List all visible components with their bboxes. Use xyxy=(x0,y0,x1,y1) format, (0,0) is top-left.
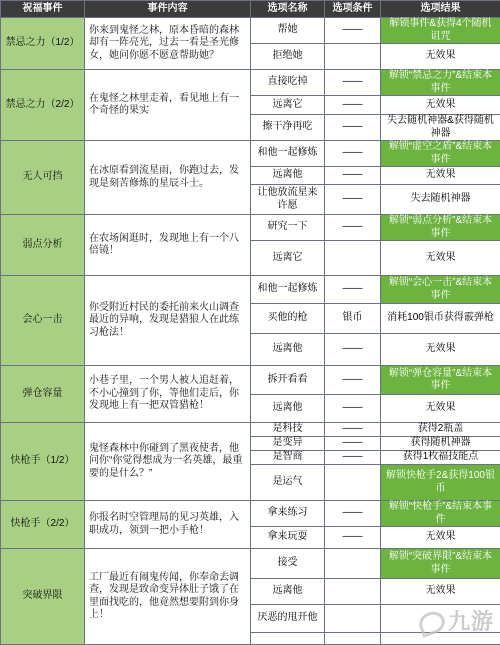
option-condition-cell: —— xyxy=(325,334,381,366)
event-name-cell: 会心一击 xyxy=(1,276,85,366)
option-condition-cell xyxy=(325,579,381,605)
option-condition-cell: —— xyxy=(325,185,381,215)
option-name-cell: 拿来玩耍 xyxy=(251,527,325,549)
option-result-cell: 无效果 xyxy=(381,334,500,366)
option-condition-cell: —— xyxy=(325,395,381,423)
option-result-cell: 解锁“禁忌之力”&结束本事件 xyxy=(381,70,500,96)
option-name-cell: 和他一起修炼 xyxy=(251,276,325,304)
event-content-cell: 小巷子里，一个男人被人追赶着，不小心撞到了你，等他们走后，你发现地上有一把双管猎枪！ xyxy=(85,366,251,423)
event-content-cell: 工厂最近有闹鬼传闻，你奉命去调查，发现是致命变异体肚子饿了在里面找吃的，他竟然想要附到你身上！ xyxy=(85,549,251,645)
option-result-cell: 无效果 xyxy=(381,167,500,185)
option-name-cell: 擦干净再吃 xyxy=(251,115,325,141)
event-name-cell: 弹仓容量 xyxy=(1,366,85,423)
event-content-cell: 在农场闲逛时，发现地上有一个八倍镜！ xyxy=(85,215,251,276)
option-result-cell: 失去随机神器&获得随机神器 xyxy=(381,115,500,141)
option-result-cell: 解锁“突破界限”&结束本事件 xyxy=(381,549,500,579)
event-content-cell: 你受附近村民的委托前来火山调查最近的异响，发现是猎狼人在此练习枪法！ xyxy=(85,276,251,366)
event-name-cell: 无人可挡 xyxy=(1,141,85,215)
event-content-cell: 在冰原看到流星雨，你跑过去，发现是刻苦修炼的星辰斗士。 xyxy=(85,141,251,215)
option-result-cell: 无效果 xyxy=(381,96,500,115)
header-row xyxy=(1,1,500,18)
event-name-cell: 禁忌之力（1/2） xyxy=(1,18,85,70)
table-body xyxy=(1,18,500,645)
option-condition-cell: —— xyxy=(325,167,381,185)
option-name-cell: 接受 xyxy=(251,549,325,579)
option-name-cell: 拒绝她 xyxy=(251,44,325,70)
option-name-cell: 远离他 xyxy=(251,395,325,423)
table-row xyxy=(1,70,500,96)
header-option: 选项名称 xyxy=(251,1,325,18)
option-result-cell: 解锁“快枪手”&结束本事件 xyxy=(381,501,500,527)
option-name-cell: 是运气 xyxy=(251,465,325,501)
option-result-cell: 获得1枚福技能点 xyxy=(381,451,500,465)
event-name-cell: 禁忌之力（2/2） xyxy=(1,70,85,141)
option-condition-cell: —— xyxy=(325,70,381,96)
event-content-cell: 在鬼怪之林里走着，看见地上有一个奇怪的果实 xyxy=(85,70,251,141)
option-result-cell: 消耗100银币获得霰弹枪 xyxy=(381,304,500,334)
option-condition-cell: —— xyxy=(325,366,381,395)
watermark: 九游 xyxy=(419,605,494,636)
option-name-cell: 让他放流星来许愿 xyxy=(251,185,325,215)
option-name-cell: 研究一下 xyxy=(251,215,325,241)
table-row xyxy=(1,215,500,241)
table-row xyxy=(1,423,500,437)
option-result-cell: 无效果 xyxy=(381,527,500,549)
option-name-cell: 是智商 xyxy=(251,451,325,465)
option-result-cell: 解锁事件&获得4个随机诅咒 xyxy=(381,18,500,44)
option-name-cell: 和他一起修炼 xyxy=(251,141,325,167)
option-condition-cell: —— xyxy=(325,527,381,549)
option-name-cell: 厌恶的甩开他 xyxy=(251,605,325,633)
option-result-cell: 解锁“弱点分析”&结束本事件 xyxy=(381,215,500,241)
option-name-cell: 是变异 xyxy=(251,437,325,451)
event-content-cell: 你报名时空管理局的见习英雄，入职成功，领到一把小手枪！ xyxy=(85,501,251,549)
option-result-cell: 获得随机神器 xyxy=(381,437,500,451)
option-name-cell: 远离他 xyxy=(251,334,325,366)
option-result-cell: 获得2瓶盖 xyxy=(381,423,500,437)
option-result-cell: 解锁“会心一击”&结束本事件 xyxy=(381,276,500,304)
option-name-cell xyxy=(251,633,325,645)
option-name-cell: 远离他 xyxy=(251,167,325,185)
event-name-cell: 快枪手（2/2） xyxy=(1,501,85,549)
option-name-cell: 直接吃掉 xyxy=(251,70,325,96)
option-condition-cell: —— xyxy=(325,215,381,241)
event-content-cell: 鬼怪森林中你碰到了黑夜使者，他问你“你觉得想成为一名英雄，最重要的是什么？” xyxy=(85,423,251,501)
option-condition-cell xyxy=(325,549,381,579)
event-name-cell: 突破界限 xyxy=(1,549,85,645)
option-condition-cell: —— xyxy=(325,451,381,465)
option-condition-cell xyxy=(325,633,381,645)
header-content: 事件内容 xyxy=(85,1,251,18)
header-condition: 选项条件 xyxy=(325,1,381,18)
option-condition-cell xyxy=(325,605,381,633)
option-condition-cell xyxy=(325,241,381,276)
option-condition-cell: —— xyxy=(325,96,381,115)
header-result: 选项结果 xyxy=(381,1,500,18)
option-name-cell: 帮她 xyxy=(251,18,325,44)
option-result-cell: 无效果 xyxy=(381,579,500,605)
event-name-cell: 快枪手（1/2） xyxy=(1,423,85,501)
table-row xyxy=(1,18,500,44)
table-row xyxy=(1,141,500,167)
option-condition-cell: —— xyxy=(325,115,381,141)
option-name-cell: 远离它 xyxy=(251,241,325,276)
option-condition-cell: —— xyxy=(325,423,381,437)
option-result-cell: 无效果 xyxy=(381,395,500,423)
nine-game-logo-icon xyxy=(416,608,448,638)
table-row xyxy=(1,549,500,579)
event-name-cell: 弱点分析 xyxy=(1,215,85,276)
option-name-cell: 远离它 xyxy=(251,96,325,115)
option-result-cell: 无效果 xyxy=(381,44,500,70)
option-name-cell: 拆开看看 xyxy=(251,366,325,395)
option-result-cell: 解锁快枪手2&获得100银币 xyxy=(381,465,500,501)
option-condition-cell: —— xyxy=(325,501,381,527)
option-condition-cell: —— xyxy=(325,141,381,167)
option-condition-cell xyxy=(325,465,381,501)
option-result-cell: 解锁“弹仓容量”&结束本事件 xyxy=(381,366,500,395)
option-name-cell: 远离他 xyxy=(251,579,325,605)
option-name-cell: 拿来练习 xyxy=(251,501,325,527)
event-content-cell: 你来到鬼怪之林，原本昏暗的森林却有一阵亮光，过去一看是圣光修女，她问你愿不愿意帮助她？ xyxy=(85,18,251,70)
table-row xyxy=(1,366,500,395)
option-condition-cell: 银币 xyxy=(325,304,381,334)
option-result-cell: 无效果 xyxy=(381,241,500,276)
table-row xyxy=(1,276,500,304)
header-event: 祝福事件 xyxy=(1,1,85,18)
option-condition-cell: —— xyxy=(325,18,381,44)
option-name-cell: 买他的枪 xyxy=(251,304,325,334)
table-row xyxy=(1,501,500,527)
option-result-cell: 失去随机神器 xyxy=(381,185,500,215)
option-condition-cell xyxy=(325,44,381,70)
option-result-cell: 解锁“虚空之盾”&结束本事件 xyxy=(381,141,500,167)
option-condition-cell: —— xyxy=(325,276,381,304)
option-name-cell: 是科技 xyxy=(251,423,325,437)
option-condition-cell: —— xyxy=(325,437,381,451)
